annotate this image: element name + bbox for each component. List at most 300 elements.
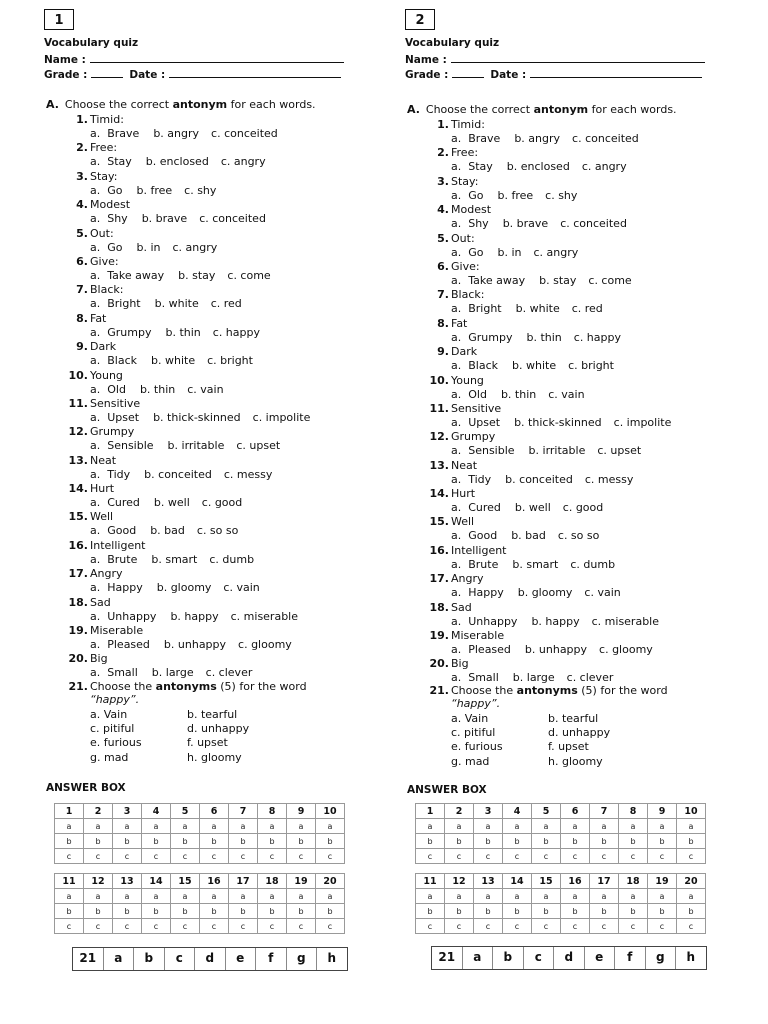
answer-option[interactable]: a. Happy	[451, 586, 504, 600]
answer-options	[451, 473, 645, 486]
answer-choice-cell[interactable]: b	[229, 904, 258, 919]
grade-blank[interactable]	[452, 67, 484, 78]
answer-option[interactable]: c. shy	[545, 188, 578, 202]
answer-option[interactable]: b. in	[136, 240, 161, 254]
answer-choice-cell[interactable]: c	[561, 849, 590, 864]
answer-option[interactable]: a. Go	[90, 240, 123, 254]
answer-option[interactable]: c. so so	[196, 524, 239, 538]
answer-option[interactable]: c. miserable	[230, 609, 299, 623]
answer-option[interactable]: a. Brave	[90, 127, 140, 140]
answer-option[interactable]: c. messy	[223, 467, 273, 481]
answer-choice-cell[interactable]: a	[445, 819, 474, 834]
answer-choice-cell[interactable]: c	[258, 849, 287, 864]
answer-choice-cell[interactable]: c	[503, 849, 532, 864]
answer-option[interactable]: c. angry	[581, 160, 627, 174]
answer-choice-cell[interactable]: a	[229, 889, 258, 904]
answer-choice-cell[interactable]: b	[532, 904, 561, 919]
answer-option[interactable]: c. clever	[566, 671, 614, 685]
answer-option[interactable]: c. gloomy	[238, 638, 292, 652]
answer-choice-cell[interactable]: a	[55, 889, 84, 904]
answer-option[interactable]: a. Small	[90, 666, 138, 680]
answer-option[interactable]: b. large	[512, 671, 555, 685]
answer-option[interactable]: a. Happy	[90, 581, 143, 595]
answer-choice-cell[interactable]: a	[113, 889, 142, 904]
answer-option[interactable]: b. smart	[151, 552, 198, 566]
answer-choice-cell[interactable]: c	[171, 849, 200, 864]
answer-option[interactable]: c. vain	[223, 581, 260, 595]
answer-option[interactable]: a. Stay	[90, 155, 132, 169]
answer-option[interactable]: c. happy	[212, 325, 260, 339]
answer-option[interactable]: c. dumb	[570, 557, 616, 571]
question-word: Dark	[90, 340, 117, 354]
answer-option[interactable]: c. impolite	[252, 410, 311, 424]
answer-option[interactable]: c. impolite	[613, 415, 672, 429]
answer-option[interactable]: b. angry	[514, 132, 561, 145]
answer-option[interactable]: b. stay	[539, 273, 577, 287]
answer-choice-cell[interactable]: a	[258, 889, 287, 904]
answer-option[interactable]: c. messy	[584, 472, 634, 486]
answer-choice-cell[interactable]: c	[677, 849, 706, 864]
answer-option[interactable]: b. white	[151, 354, 196, 368]
question-list	[405, 118, 735, 686]
answer-choice-cell[interactable]: c	[648, 849, 677, 864]
q21-option[interactable]: f. upset	[548, 740, 589, 754]
answer-choice-cell[interactable]: b	[258, 834, 287, 849]
answer-choice-cell[interactable]: a	[171, 819, 200, 834]
answer-option[interactable]: b. irritable	[528, 444, 586, 458]
q21-option[interactable]: d. unhappy	[187, 722, 250, 736]
answer-option[interactable]: a. Small	[451, 671, 499, 685]
answer-choice-cell[interactable]: b	[493, 947, 524, 969]
answer-choice-cell[interactable]: b	[474, 904, 503, 919]
answer-choice-cell[interactable]: b	[171, 904, 200, 919]
answer-box-title: ANSWER BOX	[407, 784, 487, 796]
answer-choice-cell[interactable]: c	[142, 919, 171, 934]
answer-option[interactable]: b. enclosed	[506, 160, 570, 174]
question-word: Well	[90, 510, 114, 524]
answer-choice-cell[interactable]: c	[165, 948, 196, 970]
answer-option[interactable]: b. gloomy	[156, 581, 212, 595]
answer-option[interactable]: c. vain	[584, 586, 621, 600]
answer-option[interactable]: c. upset	[597, 444, 642, 458]
answer-option[interactable]: c. come	[227, 268, 271, 282]
answer-option[interactable]: c. gloomy	[599, 643, 653, 657]
answer-option[interactable]: a. Go	[451, 188, 484, 202]
answer-choice-cell[interactable]: a	[648, 819, 677, 834]
answer-option[interactable]: a. Unhappy	[90, 609, 157, 623]
answer-option[interactable]: a. Bright	[90, 297, 141, 311]
answer-choice-cell[interactable]: a	[590, 819, 619, 834]
answer-option[interactable]: b. irritable	[167, 439, 225, 453]
answer-option[interactable]: c. conceited	[572, 132, 639, 145]
q21-option[interactable]: e. furious	[451, 740, 503, 754]
answer-option[interactable]: a. Upset	[90, 410, 140, 424]
answer-option[interactable]: a. Black	[90, 354, 137, 368]
answer-choice-cell[interactable]: c	[84, 919, 113, 934]
answer-choice-cell[interactable]: b	[619, 904, 648, 919]
answer-options	[451, 160, 639, 173]
answer-choice-cell[interactable]: b	[55, 834, 84, 849]
answer-option[interactable]: b. angry	[153, 127, 200, 140]
answer-option[interactable]: c. vain	[187, 382, 224, 396]
answer-choice-cell[interactable]: a	[619, 819, 648, 834]
answer-choice-cell[interactable]: c	[416, 849, 445, 864]
answer-option[interactable]: b. white	[515, 302, 560, 316]
answer-choice-cell[interactable]: c	[258, 919, 287, 934]
answer-choice-cell[interactable]: c	[590, 919, 619, 934]
answer-choice-cell[interactable]: a	[142, 889, 171, 904]
answer-choice-cell[interactable]: b	[619, 834, 648, 849]
answer-option[interactable]: a. Shy	[90, 212, 128, 226]
name-blank[interactable]	[90, 52, 344, 63]
answer-choice-cell[interactable]: c	[200, 849, 229, 864]
answer-option[interactable]: b. large	[151, 666, 194, 680]
answer-choice-cell[interactable]: a	[677, 889, 706, 904]
answer-choice-cell[interactable]: b	[142, 834, 171, 849]
answer-choice-cell[interactable]: b	[474, 834, 503, 849]
q21-option[interactable]: c. pitiful	[90, 722, 135, 736]
answer-option[interactable]: c. conceited	[199, 212, 266, 226]
answer-choice-cell[interactable]: e	[585, 947, 616, 969]
question-word: Fat	[90, 311, 107, 325]
answer-option[interactable]: c. upset	[236, 439, 281, 453]
answer-choice-cell[interactable]: b	[55, 904, 84, 919]
answer-option[interactable]: c. come	[588, 273, 632, 287]
answer-option[interactable]: a. Good	[90, 524, 137, 538]
question-number-cell: 6	[200, 804, 229, 819]
question-number: 12.	[429, 430, 449, 444]
answer-choice-cell[interactable]: a	[463, 947, 494, 969]
question-item	[405, 288, 735, 316]
answer-choice-cell[interactable]: f	[615, 947, 646, 969]
answer-option[interactable]: c. so so	[557, 529, 600, 543]
answer-choice-cell[interactable]: c	[648, 919, 677, 934]
answer-option[interactable]: c. angry	[172, 240, 218, 254]
answer-choice-cell[interactable]: b	[316, 904, 345, 919]
answer-choice-cell[interactable]: b	[287, 904, 316, 919]
answer-option[interactable]: a. Old	[451, 387, 487, 401]
answer-choice-cell[interactable]: c	[590, 849, 619, 864]
answer-choice-cell[interactable]: a	[287, 819, 316, 834]
q21-option[interactable]: b. tearful	[187, 708, 238, 721]
answer-choice-cell[interactable]: c	[113, 849, 142, 864]
answer-choice-cell[interactable]: a	[287, 889, 316, 904]
answer-choice-cell[interactable]: b	[200, 834, 229, 849]
answer-choice-cell[interactable]: c	[171, 919, 200, 934]
answer-choice-cell[interactable]: a	[84, 819, 113, 834]
answer-choice-cell[interactable]: c	[287, 919, 316, 934]
answer-choice-cell[interactable]: c	[619, 919, 648, 934]
answer-choice-cell[interactable]: a	[561, 819, 590, 834]
answer-option[interactable]: a. Shy	[451, 217, 489, 231]
grade-label: Grade :	[44, 69, 88, 81]
answer-choice-cell[interactable]: a	[445, 889, 474, 904]
answer-choice-cell[interactable]: b	[532, 834, 561, 849]
answer-option[interactable]: a. Tidy	[451, 472, 492, 486]
answer-choice-cell[interactable]: a	[200, 819, 229, 834]
answer-choice-cell[interactable]: c	[229, 849, 258, 864]
answer-choice-cell[interactable]: b	[316, 834, 345, 849]
answer-option[interactable]: b. brave	[502, 217, 549, 231]
answer-option[interactable]: b. gloomy	[517, 586, 573, 600]
answer-option[interactable]: a. Sensible	[451, 444, 515, 458]
question-number: 15.	[429, 515, 449, 529]
answer-option[interactable]: b. in	[497, 245, 522, 259]
answer-option[interactable]: b. well	[514, 501, 551, 515]
question-word: Neat	[451, 458, 478, 472]
answer-choice-cell[interactable]: a	[416, 819, 445, 834]
answer-option[interactable]: b. white	[154, 297, 199, 311]
answer-option[interactable]: a. Brute	[90, 552, 138, 566]
question-number: 6.	[437, 259, 449, 273]
answer-choice-cell[interactable]: b	[229, 834, 258, 849]
answer-option[interactable]: c. angry	[220, 155, 266, 169]
answer-option[interactable]: b. stay	[178, 268, 216, 282]
answer-choice-cell[interactable]: d	[195, 948, 226, 970]
answer-option[interactable]: c. conceited	[560, 217, 627, 231]
answer-option[interactable]: b. free	[136, 183, 173, 197]
answer-choice-cell[interactable]: a	[229, 819, 258, 834]
answer-choice-cell[interactable]: c	[503, 919, 532, 934]
answer-option[interactable]: b. thin	[165, 325, 201, 339]
answer-choice-cell[interactable]: c	[532, 849, 561, 864]
answer-option[interactable]: a. Cured	[451, 501, 501, 515]
q21-option[interactable]: h. gloomy	[548, 754, 603, 768]
answer-option[interactable]: a. Unhappy	[451, 614, 518, 628]
answer-option[interactable]: c. happy	[573, 330, 621, 344]
answer-option[interactable]: a. Good	[451, 529, 498, 543]
answer-choice-cell[interactable]: c	[142, 849, 171, 864]
answer-choice-cell[interactable]: a	[474, 889, 503, 904]
question-item	[44, 170, 374, 198]
answer-option[interactable]: a. Tidy	[90, 467, 131, 481]
answer-choice-cell[interactable]: a	[503, 819, 532, 834]
answer-choice-cell[interactable]: c	[316, 849, 345, 864]
answer-option[interactable]: b. bad	[150, 524, 185, 538]
answer-choice-cell[interactable]: a	[619, 889, 648, 904]
date-blank[interactable]	[169, 67, 341, 78]
answer-choice-cell[interactable]: a	[84, 889, 113, 904]
answer-choice-cell[interactable]: d	[554, 947, 585, 969]
answer-choice-cell[interactable]: b	[258, 904, 287, 919]
answer-option[interactable]: b. conceited	[144, 467, 212, 481]
answer-choice-cell[interactable]: a	[200, 889, 229, 904]
answer-choice-cell[interactable]: a	[677, 819, 706, 834]
answer-choice-cell[interactable]: b	[445, 834, 474, 849]
answer-choice-cell[interactable]: b	[561, 904, 590, 919]
q21-option[interactable]: g. mad	[90, 750, 129, 764]
answer-choice-cell[interactable]: b	[200, 904, 229, 919]
answer-option[interactable]: c. good	[201, 496, 243, 510]
answer-choice-cell[interactable]: b	[648, 904, 677, 919]
answer-option[interactable]: b. white	[512, 359, 557, 373]
q21-option[interactable]: f. upset	[187, 736, 228, 750]
answer-option[interactable]: a. Pleased	[90, 638, 150, 652]
answer-option[interactable]: a. Bright	[451, 302, 502, 316]
answer-choice-cell[interactable]: a	[416, 889, 445, 904]
answer-choice-cell[interactable]: c	[445, 849, 474, 864]
answer-option[interactable]: b. conceited	[505, 472, 573, 486]
answer-choice-cell[interactable]: a	[171, 889, 200, 904]
answer-choice-cell[interactable]: c	[55, 919, 84, 934]
answer-option[interactable]: b. brave	[141, 212, 188, 226]
answer-choice-cell[interactable]: a	[474, 819, 503, 834]
answer-option[interactable]: b. unhappy	[163, 638, 227, 652]
answer-choice-cell[interactable]: b	[113, 904, 142, 919]
date-blank[interactable]	[530, 67, 702, 78]
answer-choice-cell[interactable]: b	[142, 904, 171, 919]
answer-choice-cell[interactable]: b	[445, 904, 474, 919]
answer-choice-cell[interactable]: f	[256, 948, 287, 970]
answer-choice-cell[interactable]: b	[134, 948, 165, 970]
answer-option[interactable]: c. angry	[533, 245, 579, 259]
answer-option[interactable]: c. shy	[184, 183, 217, 197]
answer-choice-cell[interactable]: c	[229, 919, 258, 934]
answer-choice-cell[interactable]: g	[646, 947, 677, 969]
answer-option[interactable]: b. unhappy	[524, 643, 588, 657]
answer-option[interactable]: c. conceited	[211, 127, 278, 140]
question-word: Angry	[451, 572, 484, 586]
answer-choice-cell[interactable]: a	[113, 819, 142, 834]
answer-choice-cell[interactable]: b	[503, 904, 532, 919]
answer-option[interactable]: b. happy	[170, 609, 219, 623]
answer-choice-cell[interactable]: c	[474, 849, 503, 864]
answer-option[interactable]: c. dumb	[209, 552, 255, 566]
answer-choice-cell[interactable]: a	[258, 819, 287, 834]
answer-choice-cell[interactable]: a	[590, 889, 619, 904]
answer-option[interactable]: a. Take away	[90, 268, 165, 282]
answer-choice-cell[interactable]: a	[316, 819, 345, 834]
q21-option[interactable]: h. gloomy	[187, 750, 242, 764]
answer-choice-cell[interactable]: c	[532, 919, 561, 934]
q21-option[interactable]: c. pitiful	[451, 726, 496, 740]
answer-option[interactable]: b. thick-skinned	[153, 410, 241, 424]
answer-option[interactable]: c. miserable	[591, 614, 660, 628]
answer-choice-cell[interactable]: b	[503, 834, 532, 849]
answer-choice-cell[interactable]: c	[113, 919, 142, 934]
answer-choice-cell[interactable]: a	[561, 889, 590, 904]
answer-choice-cell[interactable]: c	[287, 849, 316, 864]
answer-choice-cell[interactable]: c	[316, 919, 345, 934]
answer-choice-cell[interactable]: h	[327, 951, 337, 965]
name-blank[interactable]	[451, 52, 705, 63]
answer-choice-cell[interactable]: c	[619, 849, 648, 864]
answer-choice-cell[interactable]: c	[416, 919, 445, 934]
answer-choice-cell[interactable]: b	[113, 834, 142, 849]
answer-choice-cell[interactable]: g	[287, 948, 318, 970]
answer-option[interactable]: b. bad	[511, 529, 546, 543]
answer-option[interactable]: b. thin	[526, 330, 562, 344]
answer-choice-cell[interactable]: a	[316, 889, 345, 904]
answer-option[interactable]: a. Go	[451, 245, 484, 259]
answer-option[interactable]: b. happy	[531, 614, 580, 628]
answer-option[interactable]: b. well	[153, 496, 190, 510]
question-word: Black:	[90, 283, 124, 297]
answer-option[interactable]: c. good	[562, 501, 604, 515]
q21-option[interactable]: a. Vain	[451, 712, 489, 725]
question-number: 16.	[429, 543, 449, 557]
answer-choice-cell[interactable]: c	[55, 849, 84, 864]
answer-option[interactable]: a. Pleased	[451, 643, 511, 657]
q21-option[interactable]: g. mad	[451, 754, 490, 768]
answer-choice-cell[interactable]: b	[84, 904, 113, 919]
answer-option[interactable]: b. smart	[512, 557, 559, 571]
instruction-text: Choose the correct	[64, 98, 170, 111]
answer-option[interactable]: a. Go	[90, 183, 123, 197]
answer-choice-cell[interactable]: c	[677, 919, 706, 934]
answer-choice-cell[interactable]: a	[503, 889, 532, 904]
answer-choice-cell[interactable]: e	[226, 948, 257, 970]
q21-option[interactable]: d. unhappy	[548, 726, 611, 740]
answer-choice-cell[interactable]: h	[686, 950, 696, 964]
answer-option[interactable]: b. thin	[500, 387, 537, 401]
answer-option[interactable]: a. Black	[451, 359, 498, 373]
section-letter: A.	[46, 98, 59, 111]
answer-choice-cell[interactable]: b	[561, 834, 590, 849]
answer-choice-cell[interactable]: b	[677, 904, 706, 919]
answer-option[interactable]: c. red	[571, 302, 603, 316]
answer-option[interactable]: c. clever	[205, 666, 253, 680]
answer-option[interactable]: a. Grumpy	[451, 330, 513, 344]
answer-choice-cell[interactable]: b	[590, 904, 619, 919]
answer-option[interactable]: a. Stay	[451, 160, 493, 174]
answer-option[interactable]: a. Take away	[451, 273, 526, 287]
answer-choice-cell[interactable]: c	[445, 919, 474, 934]
answer-option[interactable]: a. Upset	[451, 415, 501, 429]
answer-choice-cell[interactable]: b	[590, 834, 619, 849]
answer-choice-cell[interactable]: b	[677, 834, 706, 849]
name-row	[405, 52, 705, 66]
answer-choice-cell[interactable]: b	[287, 834, 316, 849]
q21-option[interactable]: b. tearful	[548, 712, 599, 725]
answer-choice-cell[interactable]: b	[416, 904, 445, 919]
answer-choice-cell[interactable]: c	[524, 947, 555, 969]
answer-option[interactable]: a. Grumpy	[90, 325, 152, 339]
answer-choice-cell[interactable]: c	[84, 849, 113, 864]
answer-choice-cell[interactable]: b	[416, 834, 445, 849]
answer-choice-cell[interactable]: a	[648, 889, 677, 904]
answer-choice-cell[interactable]: c	[561, 919, 590, 934]
answer-choice-cell[interactable]: a	[142, 819, 171, 834]
answer-option[interactable]: b. enclosed	[145, 155, 209, 169]
answer-option[interactable]: a. Sensible	[90, 439, 154, 453]
answer-choice-cell[interactable]: b	[171, 834, 200, 849]
answer-choice-cell[interactable]: c	[474, 919, 503, 934]
answer-choice-cell[interactable]: a	[532, 819, 561, 834]
grade-blank[interactable]	[91, 67, 123, 78]
answer-option[interactable]: c. bright	[207, 354, 253, 368]
answer-option[interactable]: c. red	[210, 297, 242, 311]
answer-option[interactable]: c. vain	[548, 387, 585, 401]
answer-option[interactable]: a. Cured	[90, 496, 140, 510]
q21-option[interactable]: a. Vain	[90, 708, 128, 721]
answer-option[interactable]: a. Old	[90, 382, 126, 396]
answer-option[interactable]: c. bright	[568, 359, 614, 373]
q21-option[interactable]: e. furious	[90, 736, 142, 750]
answer-choice-cell[interactable]: a	[104, 948, 135, 970]
answer-choice-cell[interactable]: a	[55, 819, 84, 834]
answer-choice-cell[interactable]: a	[532, 889, 561, 904]
answer-choice-cell[interactable]: c	[200, 919, 229, 934]
answer-choice-cell[interactable]: b	[648, 834, 677, 849]
answer-option[interactable]: b. free	[497, 188, 534, 202]
answer-options	[90, 269, 283, 282]
answer-option[interactable]: b. thick-skinned	[514, 415, 602, 429]
answer-choice-cell[interactable]: b	[84, 834, 113, 849]
answer-option[interactable]: b. thin	[139, 382, 176, 396]
answer-option[interactable]: a. Brave	[451, 132, 501, 145]
answer-option[interactable]: a. Brute	[451, 557, 499, 571]
